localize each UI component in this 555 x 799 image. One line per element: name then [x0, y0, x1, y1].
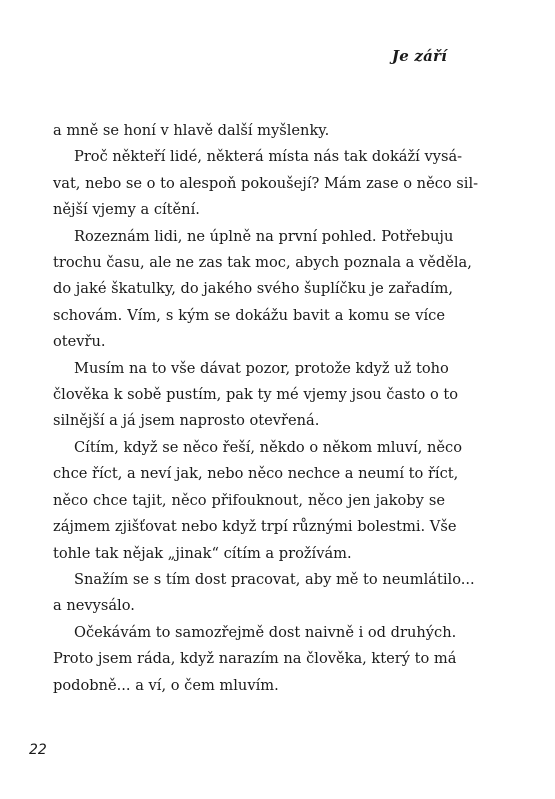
paragraph [53, 567, 475, 620]
text-line: Očekávám to samozřejmě dost naivně i od druhých. [74, 623, 457, 641]
paragraph [53, 620, 457, 699]
running-head: Je září [391, 47, 447, 65]
paragraph [53, 224, 472, 356]
text-line: trochu času, ale ne zas tak moc, abych poznala a věděla, [53, 254, 472, 272]
text-line: Musím na to vše dávat pozor, protože když už toho [74, 359, 449, 377]
text-line: zájmem zjišťovat nebo když trpí různými bolestmi. Vše [53, 518, 457, 536]
text-line: tohle tak nějak „jinak“ cítím a prožívám. [53, 544, 352, 562]
paragraph [53, 144, 479, 223]
text-line: silnější a já jsem naprosto otevřená. [53, 412, 320, 430]
text-line: otevřu. [53, 333, 106, 351]
text-line: schovám. Vím, s kým se dokážu bavit a komu se více [53, 306, 445, 324]
text-line: do jaké škatulky, do jakého svého šuplíčku je zařadím, [53, 280, 453, 298]
text-line: Rozeznám lidi, ne úplně na první pohled. Potřebuju [74, 227, 454, 245]
text-line: Cítím, když se něco řeší, někdo o někom mluví, něco [74, 438, 462, 456]
text-line: a mně se honí v hlavě další myšlenky. [53, 122, 330, 139]
paragraph [53, 435, 462, 567]
text-line: Proto jsem ráda, když narazím na člověka, který to má [53, 650, 457, 668]
text-line: a nevysálo. [53, 597, 135, 615]
text-line: Snažím se s tím dost pracovat, aby mě to neumlátilo... [74, 570, 475, 588]
body-text [53, 118, 479, 699]
paragraph [53, 356, 459, 435]
text-line: vat, nebo se o to alespoň pokoušejí? Mám zase o něco sil- [53, 174, 479, 192]
text-line: Proč někteří lidé, některá místa nás tak dokáží vysá- [74, 148, 463, 166]
paragraph [53, 118, 445, 144]
text-line: chce říct, a neví jak, nebo něco nechce a neumí to říct, [53, 465, 459, 483]
text-line: něco chce tajit, něco přifouknout, něco jen jakoby se [53, 491, 445, 509]
text-line: člověka k sobě pustím, pak ty mé vjemy jsou často o to [53, 386, 459, 404]
page-number: 22 [29, 742, 47, 758]
text-line: nější vjemy a cítění. [53, 201, 200, 219]
text-line: podobně... a ví, o čem mluvím. [53, 676, 279, 694]
